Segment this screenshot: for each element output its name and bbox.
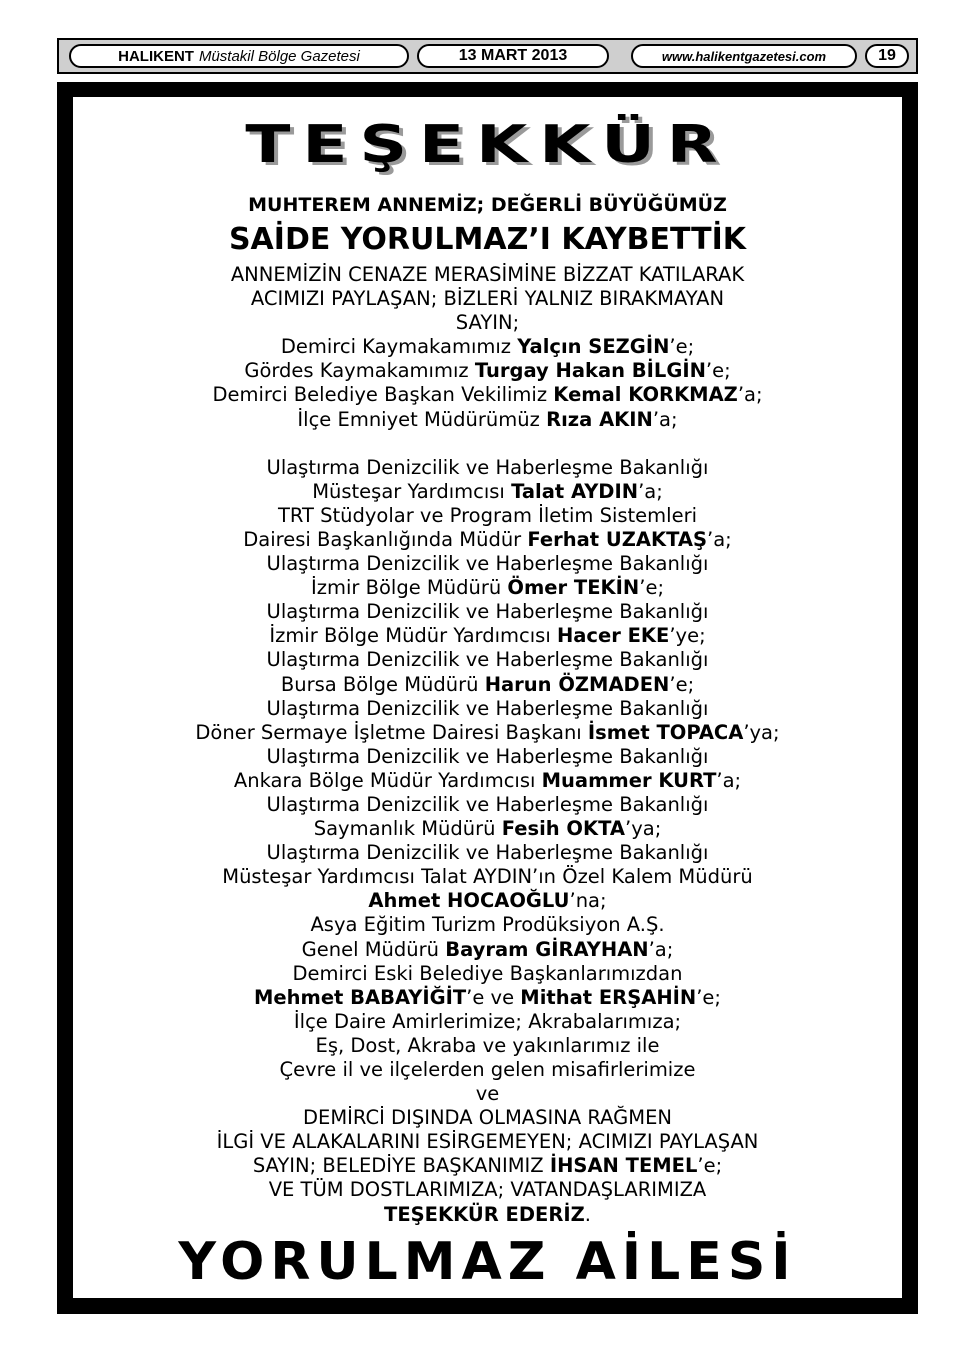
line-text: İlçe Emniyet Müdürümüz bbox=[297, 407, 547, 431]
notice-line bbox=[73, 1106, 902, 1130]
notice-line bbox=[73, 721, 902, 745]
notice-line bbox=[73, 1034, 902, 1058]
notice-line bbox=[73, 697, 902, 721]
line-text: Ulaştırma Denizcilik ve Haberleşme Bakanlığı bbox=[266, 648, 709, 672]
notice-headline: SAİDE YORULMAZ’I KAYBETTİK bbox=[228, 222, 747, 257]
person-name: Kemal KORKMAZ bbox=[553, 383, 738, 407]
line-text: Genel Müdürü bbox=[301, 937, 446, 961]
notice-line bbox=[73, 1082, 902, 1106]
line-text: İLGİ VE ALAKALARINI ESİRGEMEYEN; ACIMIZI PAYLAŞAN bbox=[216, 1130, 759, 1154]
notice-frame bbox=[57, 82, 918, 1314]
line-text: ANNEMİZİN CENAZE MERASİMİNE BİZZAT KATILARAK bbox=[230, 263, 745, 286]
notice-line bbox=[73, 986, 902, 1010]
notice-line bbox=[73, 962, 902, 986]
line-text: Çevre il ve ilçelerden gelen misafirlerimize bbox=[279, 1058, 696, 1081]
line-text: SAYIN; bbox=[455, 311, 520, 335]
notice-line bbox=[73, 745, 902, 769]
line-text: Gördes Kaymakamımız bbox=[244, 359, 475, 383]
line-text: ’a; bbox=[707, 527, 732, 551]
person-name: Harun ÖZMADEN bbox=[484, 672, 670, 696]
page-number: 19 bbox=[865, 44, 909, 68]
notice-subtitle: MUHTEREM ANNEMİZ; DEĞERLİ BÜYÜĞÜMÜZ bbox=[248, 194, 727, 216]
paper-name-pill bbox=[69, 44, 409, 68]
person-name: Ömer TEKİN bbox=[507, 576, 640, 600]
line-text: İzmir Bölge Müdürü bbox=[310, 576, 508, 600]
person-name: Bayram GİRAYHAN bbox=[445, 937, 649, 961]
line-text: ’a; bbox=[648, 937, 674, 961]
line-text: ’a; bbox=[638, 479, 663, 503]
notice-signature: YORULMAZ AİLESİ bbox=[178, 1232, 797, 1292]
notice-line bbox=[73, 359, 902, 383]
line-text: ’ya; bbox=[743, 720, 780, 744]
notice-line bbox=[73, 1154, 902, 1178]
line-text: ACIMIZI PAYLAŞAN; BİZLERİ YALNIZ BIRAKMAYAN bbox=[250, 287, 725, 311]
line-text: Bursa Bölge Müdürü bbox=[280, 672, 485, 696]
line-text: . bbox=[584, 1202, 591, 1226]
person-name: Mithat ERŞAHİN bbox=[520, 985, 697, 1009]
line-text: Saymanlık Müdürü bbox=[313, 817, 502, 841]
notice-line bbox=[73, 1010, 902, 1034]
notice-line bbox=[73, 913, 902, 937]
notice-lines bbox=[73, 263, 902, 1227]
notice-line bbox=[73, 769, 902, 793]
line-text: Ulaştırma Denizcilik ve Haberleşme Bakanlığı bbox=[266, 455, 709, 479]
notice-line bbox=[73, 793, 902, 817]
person-name: İHSAN TEMEL bbox=[549, 1154, 698, 1178]
line-text: Demirci Kaymakamımız bbox=[280, 335, 518, 359]
notice-line bbox=[73, 938, 902, 962]
person-name: İsmet TOPACA bbox=[587, 720, 744, 744]
paper-tagline: Müstakil Bölge Gazetesi bbox=[198, 47, 360, 65]
person-name: Fesih OKTA bbox=[501, 817, 626, 841]
notice-text bbox=[73, 193, 902, 1227]
line-text: ’e ve bbox=[466, 985, 521, 1009]
line-text: Döner Sermaye İşletme Dairesi Başkanı bbox=[195, 720, 588, 744]
line-text: ’na; bbox=[569, 889, 607, 913]
line-text: Müsteşar Yardımcısı Talat AYDIN’ın Özel Kalem Müdürü bbox=[222, 865, 753, 889]
line-text: Müsteşar Yardımcısı bbox=[312, 479, 512, 503]
notice-line bbox=[73, 456, 902, 480]
line-text: İzmir Bölge Müdür Yardımcısı bbox=[269, 624, 557, 648]
person-name: Mehmet BABAYİĞİT bbox=[254, 985, 467, 1009]
notice-line bbox=[73, 889, 902, 913]
person-name: Muammer KURT bbox=[541, 768, 717, 792]
notice-line bbox=[73, 1203, 902, 1227]
notice-line bbox=[73, 865, 902, 889]
line-text: ve bbox=[475, 1082, 500, 1106]
person-name: Rıza AKIN bbox=[546, 407, 653, 431]
notice-line bbox=[73, 480, 902, 504]
person-name: Yalçın SEZGİN bbox=[517, 335, 670, 359]
line-text: Ulaştırma Denizcilik ve Haberleşme Bakanlığı bbox=[266, 841, 709, 865]
website-address: www.halikentgazetesi.com bbox=[631, 44, 857, 68]
notice-line bbox=[73, 1130, 902, 1154]
line-text: Ulaştırma Denizcilik ve Haberleşme Bakanlığı bbox=[266, 792, 709, 816]
person-name: Ferhat UZAKTAŞ bbox=[527, 527, 708, 551]
notice-line bbox=[73, 576, 902, 600]
line-text: Ankara Bölge Müdür Yardımcısı bbox=[233, 768, 542, 792]
line-text: Dairesi Başkanlığında Müdür bbox=[243, 527, 528, 551]
person-name: Talat AYDIN bbox=[511, 479, 639, 503]
notice-line bbox=[73, 408, 902, 432]
notice-line bbox=[73, 817, 902, 841]
line-text: Ulaştırma Denizcilik ve Haberleşme Bakanlığı bbox=[266, 744, 709, 768]
line-text: Demirci Eski Belediye Başkanlarımızdan bbox=[292, 961, 683, 985]
notice-line bbox=[73, 841, 902, 865]
line-text: Demirci Belediye Başkan Vekilimiz bbox=[212, 383, 554, 407]
notice-line bbox=[73, 263, 902, 287]
notice-line bbox=[73, 648, 902, 672]
notice-line bbox=[73, 528, 902, 552]
notice-line bbox=[73, 552, 902, 576]
person-name: Ahmet HOCAOĞLU bbox=[368, 889, 570, 913]
line-text: VE TÜM DOSTLARIMIZA; VATANDAŞLARIMIZA bbox=[268, 1178, 707, 1202]
notice-body bbox=[71, 95, 904, 1300]
line-text: ’a; bbox=[652, 407, 678, 431]
notice-line bbox=[73, 673, 902, 697]
person-name: TEŞEKKÜR EDERİZ bbox=[384, 1202, 585, 1226]
line-text: ’e; bbox=[696, 985, 721, 1009]
notice-line bbox=[73, 335, 902, 359]
line-text: ’e; bbox=[669, 335, 695, 359]
line-text: ’e; bbox=[705, 359, 731, 383]
line-text: ’ye; bbox=[669, 624, 706, 648]
paper-name: HALIKENT bbox=[118, 47, 194, 65]
line-text: TRT Stüdyolar ve Program İletim Sistemleri bbox=[277, 503, 698, 527]
line-gap bbox=[73, 432, 902, 456]
line-text: İlçe Daire Amirlerimize; Akrabalarımıza; bbox=[293, 1009, 682, 1033]
line-text: ’ya; bbox=[625, 817, 662, 841]
notice-line bbox=[73, 1058, 902, 1082]
line-text: Eş, Dost, Akraba ve yakınlarımız ile bbox=[315, 1033, 660, 1057]
line-text: ’e; bbox=[697, 1154, 723, 1178]
person-name: Turgay Hakan BİLGİN bbox=[474, 359, 706, 383]
line-text: DEMİRCİ DIŞINDA OLMASINA RAĞMEN bbox=[303, 1106, 672, 1130]
newspaper-header bbox=[57, 38, 918, 74]
person-name: Hacer EKE bbox=[556, 624, 670, 648]
notice-line bbox=[73, 1178, 902, 1202]
line-text: Ulaştırma Denizcilik ve Haberleşme Bakanlığı bbox=[266, 552, 709, 576]
notice-line bbox=[73, 504, 902, 528]
line-text: ’a; bbox=[737, 383, 763, 407]
notice-line bbox=[73, 600, 902, 624]
issue-date: 13 MART 2013 bbox=[417, 44, 609, 68]
line-text: ’e; bbox=[669, 672, 695, 696]
notice-title: TEŞEKKÜR bbox=[245, 114, 730, 175]
notice-line bbox=[73, 624, 902, 648]
line-text: ’a; bbox=[716, 768, 742, 792]
line-text: Ulaştırma Denizcilik ve Haberleşme Bakanlığı bbox=[266, 600, 709, 624]
line-text: SAYIN; BELEDİYE BAŞKANIMIZ bbox=[252, 1154, 550, 1178]
line-text: Ulaştırma Denizcilik ve Haberleşme Bakanlığı bbox=[266, 696, 709, 720]
notice-line bbox=[73, 311, 902, 335]
notice-line bbox=[73, 287, 902, 311]
line-text: ’e; bbox=[639, 576, 665, 600]
notice-line bbox=[73, 383, 902, 407]
line-text: Asya Eğitim Turizm Prodüksiyon A.Ş. bbox=[310, 913, 665, 937]
